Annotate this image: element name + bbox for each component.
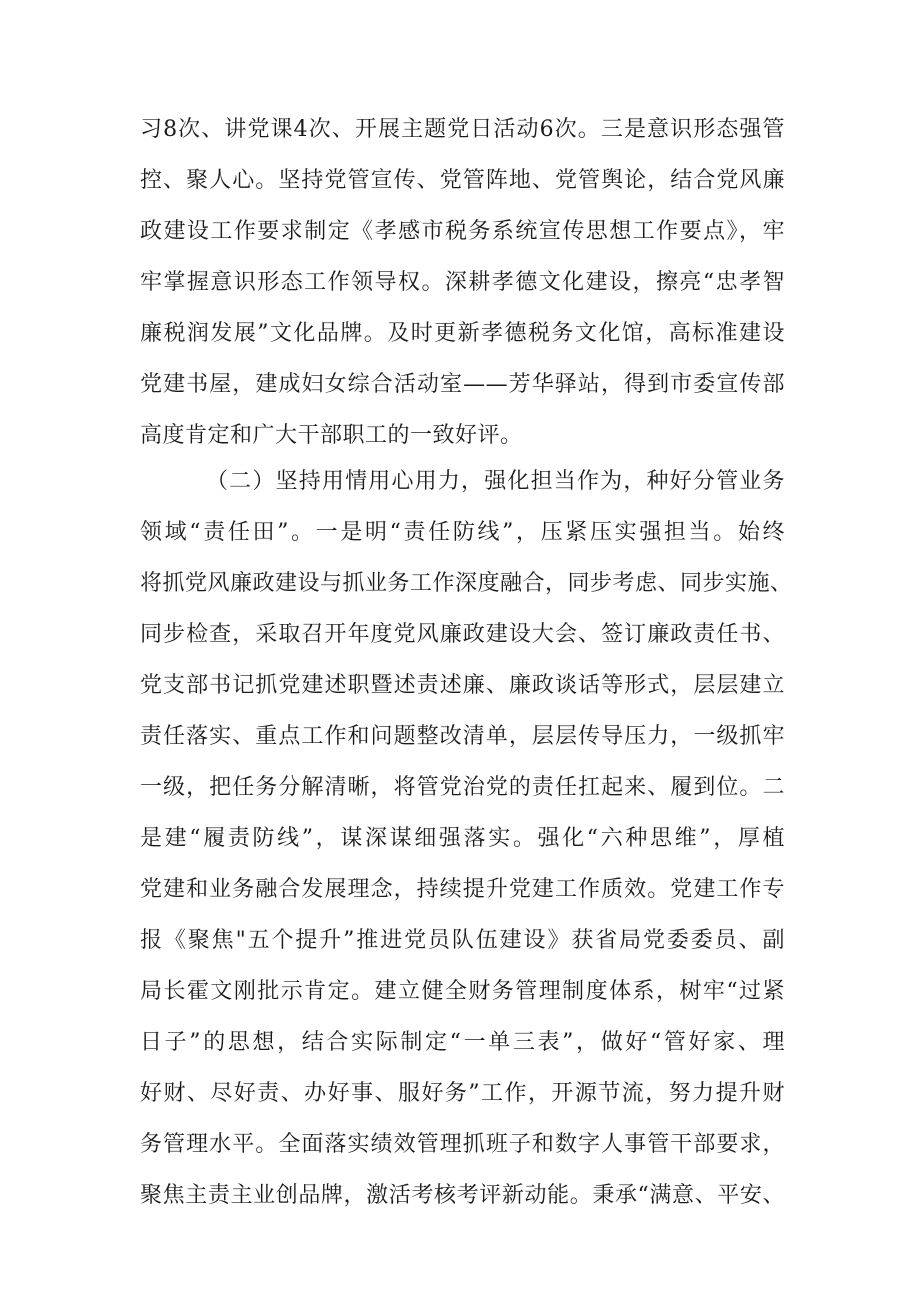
paragraph-line: 党支部书记抓党建述职暨述责述廉、廉政谈话等形式，层层建立	[140, 673, 785, 698]
paragraph-line: 日子”的思想，结合实际制定“一单三表”，做好“管好家、理	[140, 1030, 785, 1055]
paragraph-1	[140, 104, 785, 461]
paragraph-line: 党建书屋，建成妇女综合活动室——芳华驿站，得到市委宣传部	[140, 372, 785, 397]
paragraph-heading-line: （二）坚持用情用心用力，强化担当作为，种好分管业务	[206, 469, 785, 494]
paragraph-line: 廉税润发展”文化品牌。及时更新孝德税务文化馆，高标准建设	[140, 321, 785, 346]
paragraph-line: 控、聚人心。坚持党管宣传、党管阵地、党管舆论，结合党风廉	[140, 168, 785, 193]
paragraph-line: 同步检查，采取召开年度党风廉政建设大会、签订廉政责任书、	[140, 622, 785, 647]
paragraph-line: 务管理水平。全面落实绩效管理抓班子和数字人事管干部要求，	[140, 1132, 785, 1157]
paragraph-line: 一级，把任务分解清晰，将管党治党的责任扛起来、履到位。二	[140, 775, 785, 800]
paragraph-line: 是建“履责防线”，谋深谋细强落实。强化“六种思维”，厚植	[140, 826, 785, 851]
paragraph-line: 党建和业务融合发展理念，持续提升党建工作质效。党建工作专	[140, 877, 785, 902]
paragraph-line: 牢掌握意识形态工作领导权。深耕孝德文化建设，擦亮“忠孝智	[140, 270, 785, 295]
paragraph-line: 高度肯定和广大干部职工的一致好评。	[140, 423, 523, 448]
paragraph-line: 局长霍文刚批示肯定。建立健全财务管理制度体系，树牢“过紧	[140, 979, 785, 1004]
paragraph-line: 好财、尽好责、办好事、服好务”工作，开源节流，努力提升财	[140, 1081, 785, 1106]
paragraph-line: 报《聚焦"五个提升”推进党员队伍建设》获省局党委委员、副	[140, 928, 785, 953]
paragraph-line: 习8次、讲党课4次、开展主题党日活动6次。三是意识形态强管	[140, 117, 785, 142]
paragraph-line: 将抓党风廉政建设与抓业务工作深度融合，同步考虑、同步实施、	[140, 571, 793, 596]
paragraph-2	[140, 456, 793, 1221]
paragraph-line: 聚焦主责主业创品牌，激活考核考评新动能。秉承“满意、平安、	[140, 1183, 785, 1208]
paragraph-line: 领域“责任田”。一是明“责任防线”，压紧压实强担当。始终	[140, 520, 785, 545]
paragraph-line: 责任落实、重点工作和问题整改清单，层层传导压力，一级抓牢	[140, 724, 785, 749]
paragraph-line: 政建设工作要求制定《孝感市税务系统宣传思想工作要点》，牢	[140, 219, 785, 244]
